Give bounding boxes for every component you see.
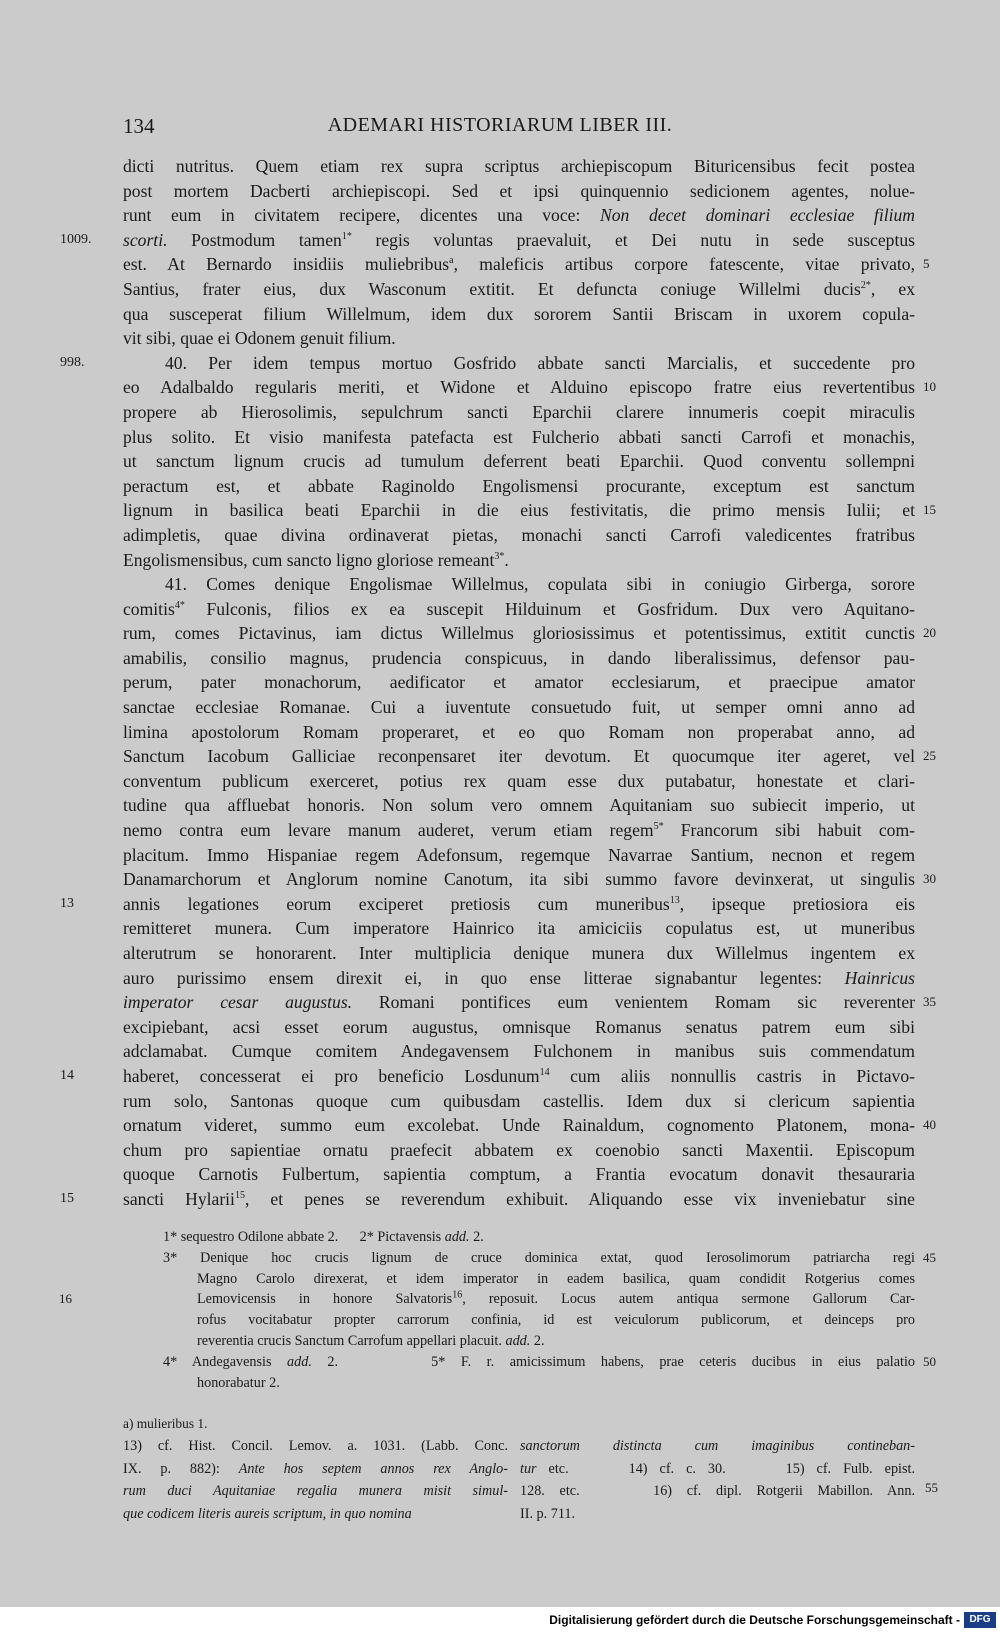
margin-note-left: 13 <box>60 895 74 911</box>
text-line: ornatum videret, summo eum excolebat. Unde Rainaldum, cognomento Platonem, mona- 40 <box>123 1113 915 1138</box>
line-number: 25 <box>923 748 936 764</box>
line-number: 10 <box>923 379 936 395</box>
footnote-line: tur etc. 14) cf. c. 30. 15) cf. Fulb. epist. <box>520 1460 915 1477</box>
text-line: dicti nutritus. Quem etiam rex supra scriptus archiepiscopum Bituricensibus fecit postea <box>123 156 915 176</box>
line-number: 45 <box>923 1249 936 1265</box>
text-line: nemo contra eum levare manum auderet, verum etiam regem$^{5*}$ Francorum sibi habuit com- <box>123 820 915 841</box>
text-line: runt eum in civitatem recipere, dicentes una voce: Non decet dominari ecclesiae filium <box>123 205 915 226</box>
text-line: limina apostolorum Romam properaret, et eo quo Romam non properabat anno, ad <box>123 721 915 742</box>
text-line: comitis$^{4*}$ Fulconis, filios ex ea suscepit Hilduinum et Gosfridum. Dux vero Aquitano- <box>123 598 915 619</box>
text-line: imperator cesar augustus. Romani pontifices eum venientem Romam sic reverenter 35 <box>123 990 915 1015</box>
margin-note-left: 14 <box>60 1067 74 1083</box>
text-line: adclamabat. Cumque comitem Andegavensem Fulchonem in manibus suis commendatum <box>123 1041 915 1062</box>
footnote-line: que codicem literis aureis scriptum, in quo nomina <box>123 1505 412 1522</box>
text-line: 41. Comes denique Engolismae Willelmus, copulata sibi in coniugio Girberga, sorore <box>165 574 915 595</box>
running-head: ADEMARI HISTORIARUM LIBER III. <box>327 114 673 136</box>
page-number: 134 <box>123 114 155 138</box>
note-line: honorabatur 2. <box>197 1374 280 1391</box>
apparatus-note: a) mulieribus 1. <box>123 1416 208 1431</box>
text-line: remitteret munera. Cum imperatore Hainrico ita amiciciis copulatus est, ut muneribus <box>123 918 915 939</box>
note-line: Lemovicensis in honore Salvatoris$^{16}$, reposuit. Locus autem antiqua sermone Gallorum Car- 16 <box>163 1289 915 1310</box>
text-line: sanctae ecclesiae Romanae. Cui a iuventute consuetudo fuit, ut semper omni anno ad <box>123 697 915 718</box>
text-line: lignum in basilica beati Eparchii in die eius festivitatis, die primo mensis Iulii; et 15 <box>123 498 915 523</box>
footnote-line: rum duci Aquitaniae regalia munera misit simul- <box>123 1483 508 1499</box>
text-line: annis legationes eorum exciperet pretiosis cum muneribus$^{13}$, ipseque pretiosiora eis 13 <box>123 892 915 917</box>
text-line: Sanctum Iacobum Galliciae reconpensaret iter devotum. Et quocumque iter ageret, vel 25 <box>123 744 915 769</box>
page-header <box>0 114 1000 144</box>
text-line: Engolismensibus, cum sancto ligno gloriose remeant$^{3*}$. <box>123 549 509 570</box>
line-number: 50 <box>923 1353 936 1369</box>
text-line: placitum. Immo Hispaniae regem Adefonsum, regemque Navarrae Santium, necnon et regem <box>123 844 915 865</box>
text-line: scorti. Postmodum tamen$^{1*}$ regis voluntas praevaluit, et Dei nutu in sede susceptus 1009. <box>123 228 915 253</box>
text-line: post mortem Dacberti archiepiscopi. Sed et ipsi quinquennio sedicionem agentes, nolue- <box>123 180 915 201</box>
line-number: 35 <box>923 994 936 1010</box>
note-line: 4* Andegavensis add. 2. 5* F. r. amicissimum habens, prae ceteris ducibus in eius palatio 50 <box>163 1352 915 1373</box>
text-line: Danamarchorum et Anglorum nomine Canotum, ita sibi summo favore devinxerat, ut singulis 30 <box>123 867 915 892</box>
text-line: qua susceperat filium Willelmum, idem dux sororem Santii Briscam in uxorem copula- <box>123 303 915 324</box>
margin-note-left: 15 <box>60 1190 74 1206</box>
margin-note-left: 16 <box>59 1291 72 1307</box>
margin-note-left: 1009. <box>60 231 92 247</box>
text-line: 40. Per idem tempus mortuo Gosfrido abbate sancti Marcialis, et succedente pro 998. <box>123 351 915 376</box>
margin-note-left: 998. <box>60 354 85 370</box>
footnote-line: 128. etc. 16) cf. dipl. Rotgerii Mabillon. Ann. <box>520 1483 915 1499</box>
footnote-margin-number: 55 <box>925 1480 938 1495</box>
footnote-line: IX. p. 882): Ante hos septem annos rex Anglo- <box>123 1460 509 1477</box>
text-line: perum, pater monachorum, aedificator et amator ecclesiarum, et praecipue amator <box>123 672 915 693</box>
digitization-credit: Digitalisierung gefördert durch die Deutsche Forschungsgemeinschaft - <box>549 1613 960 1627</box>
footnotes-left <box>123 1435 508 1525</box>
text-line: propere ab Hierosolimis, sepulchrum sancti Eparchii clarere innumeris coepit miraculis <box>123 401 915 422</box>
dfg-logo: DFG <box>964 1612 996 1628</box>
footnote-line: II. p. 711. <box>520 1505 576 1522</box>
text-line: ut sanctum lignum crucis ad tumulum deferrent beati Eparchii. Quod conventu sollempni <box>123 451 915 472</box>
line-number: 20 <box>923 625 936 641</box>
text-line: plus solito. Et visio manifesta patefacta est Fulcherio abbati sancti Carrofi et monachis, <box>123 426 915 447</box>
text-line: amabilis, consilio magnus, prudencia conspicuus, in dando liberalissimus, defensor pau- <box>123 647 915 668</box>
text-line: rum solo, Santonas quoque cum quibusdam castellis. Idem dux si clericum sapientia <box>123 1090 915 1111</box>
note-line: Magno Carolo direxerat, et idem imperator in eadem basilica, quam condidit Rotgerius comes <box>197 1270 915 1287</box>
text-line: tudine qua affluebat honoris. Non solum vero omnem Aquitaniam suo subiecit imperio, ut <box>123 795 915 816</box>
note-line: reverentia crucis Sanctum Carrofum appellari placuit. add. 2. <box>197 1332 545 1349</box>
note-line: rofus vocitabatur propter carrorum confinia, id est veiculorum publicorum, et deinceps pro <box>197 1312 915 1329</box>
footnote-line: sanctorum distincta cum imaginibus contineban- <box>520 1438 915 1454</box>
note-line: 1* sequestro Odilone abbate 2. 2* Pictavensis add. 2. <box>163 1229 484 1245</box>
line-number: 30 <box>923 871 936 887</box>
digitization-footer <box>0 1607 1000 1635</box>
footnotes-right <box>520 1435 915 1525</box>
variant-notes <box>59 1227 936 1393</box>
text-line: peractum est, et abbate Raginoldo Engolismensi procurante, exceptum est sanctum <box>123 475 915 496</box>
note-line: 3* Denique hoc crucis lignum de cruce dominica extat, quod Ierosolimorum patriarcha regi 45 <box>163 1248 915 1269</box>
text-line: excipiebant, acsi esset eorum augustus, omnisque Romanus senatus patrem eum sibi <box>123 1016 915 1037</box>
text-line: eo Adalbaldo regularis meriti, et Widone et Alduino episcopo fratre eius revertentibus 10 <box>123 375 915 400</box>
main-text <box>60 154 936 1212</box>
text-line: adimpletis, quae divina ordinaverat pietas, monachi sancti Carrofi valedicentes fratribus <box>123 524 915 545</box>
line-number: 5 <box>923 256 930 272</box>
text-line: sancti Hylarii$^{15}$, et penes se reverendum exhibuit. Aliquando esse vix inveniebatur sine 15 <box>123 1187 915 1212</box>
text-line: alterutrum se honorarent. Inter multiplicia denique munera dux Willelmus ingentem ex <box>123 943 915 963</box>
text-line: Santius, frater eius, dux Wasconum extitit. Et defuncta coniuge Willelmi ducis$^{2*}$, ex <box>123 278 915 299</box>
text-line: est. At Bernardo insidiis muliebribus$^a$, maleficis artibus corpore fatescente, vitae privato, 5 <box>123 252 915 277</box>
text-line: rum, comes Pictavinus, iam dictus Willelmus gloriosissimus et potentissimus, extitit cunctis 20 <box>123 621 915 646</box>
line-number: 15 <box>923 502 936 518</box>
text-line: conventum publicum exerceret, potius rex quam esse dux putabatur, honestate et clari- <box>123 770 915 791</box>
text-line: haberet, concesserat ei pro beneficio Losdunum$^{14}$ cum aliis nonnullis castris in Pictavo- 14 <box>123 1064 915 1089</box>
text-line: vit sibi, quae ei Odonem genuit filium. <box>123 328 396 349</box>
text-line: quoque Carnotis Fulbertum, sapientia comptum, a Frantia evocatum donavit thesauraria <box>123 1164 915 1185</box>
footnote-line: 13) cf. Hist. Concil. Lemov. a. 1031. (Labb. Conc. <box>123 1438 508 1454</box>
line-number: 40 <box>923 1117 936 1133</box>
text-line: chum pro sapientiae ornatu praefecit abbatem ex coenobio sancti Maxentii. Episcopum <box>123 1139 915 1160</box>
text-line: auro purissimo ensem direxit ei, in quo ense litterae signabantur legentes: Hainricus <box>123 967 915 988</box>
